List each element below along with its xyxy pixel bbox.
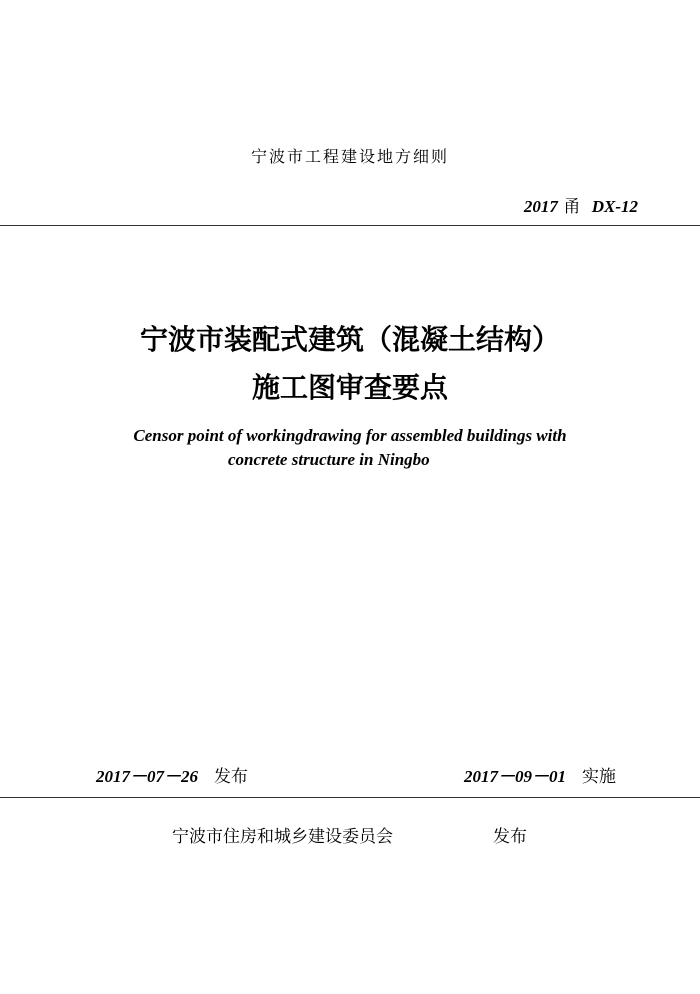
main-title-line-1: 宁波市装配式建筑（混凝土结构） [139,323,560,356]
english-title-line-1: Censor point of workingdrawing for assembled buildings with [133,426,567,445]
english-title-line-2: concrete structure in Ningbo [228,450,430,469]
code-year: 2017 [523,197,558,216]
publish-label: 发布 [214,767,248,787]
effective-date: 2017－09－01 [464,767,566,786]
publisher-name: 宁波市住房和城乡建设委员会 [172,827,393,847]
effective-label: 实施 [582,767,616,787]
header-divider [0,225,700,226]
publish-date-block [96,762,248,787]
code-city: 甬 [563,197,581,217]
effective-date-block [464,762,616,787]
main-title-line-2: 施工图审查要点 [251,371,448,404]
series-title: 宁波市工程建设地方细则 [250,147,449,166]
issue-label: 发布 [493,827,527,847]
publish-date: 2017－07－26 [96,767,198,786]
standard-code [524,192,638,217]
footer-divider [0,797,700,798]
code-number: DX-12 [591,197,638,216]
